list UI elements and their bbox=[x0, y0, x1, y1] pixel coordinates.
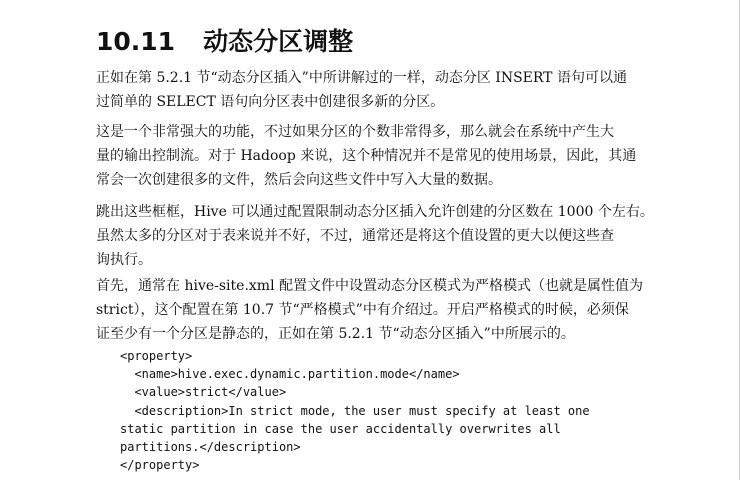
paragraph-line: 证至少有一个分区是静态的，正如在第 5.2.1 节“动态分区插入”中所展示的。 bbox=[96, 326, 575, 342]
code-line: <property> bbox=[120, 349, 193, 363]
paragraph-line: 正如在第 5.2.1 节“动态分区插入”中所讲解过的一样，动态分区 INSERT 语句可以通 bbox=[96, 70, 627, 86]
code-line: <value>strict</value> bbox=[120, 385, 287, 400]
paragraph-line: 跳出这些框框，Hive 可以通过配置限制动态分区插入允许创建的分区数在 1000 个左右。 bbox=[96, 204, 654, 220]
paragraph-line: 常会一次创建很多的文件，然后会向这些文件中写入大量的数据。 bbox=[96, 172, 502, 188]
section-title: 动态分区调整 bbox=[203, 27, 354, 56]
paragraph-1 bbox=[96, 66, 656, 114]
code-line: static partition in case the user accidentally overwrites all bbox=[120, 421, 561, 436]
paragraph-4 bbox=[96, 274, 656, 346]
section-number: 10.11 bbox=[96, 27, 176, 56]
code-line: </property> bbox=[120, 458, 200, 473]
code-block bbox=[120, 347, 590, 474]
paragraph-line: 过简单的 SELECT 语句向分区表中创建很多新的分区。 bbox=[96, 94, 445, 110]
code-line: <name>hive.exec.dynamic.partition.mode</name> bbox=[120, 367, 460, 382]
code-line: <description>In strict mode, the user must specify at least one bbox=[120, 403, 590, 418]
page-edge-divider bbox=[739, 0, 740, 480]
paragraph-line: 首先，通常在 hive-site.xml 配置文件中设置动态分区模式为严格模式（也就是属性值为 bbox=[96, 278, 643, 294]
paragraph-2 bbox=[96, 120, 656, 192]
section-heading bbox=[96, 22, 353, 58]
paragraph-line: 虽然太多的分区对于表来说并不好，不过，通常还是将这个值设置的更大以便这些查 bbox=[96, 228, 614, 244]
paragraph-3 bbox=[96, 200, 656, 272]
paragraph-line: 这是一个非常强大的功能，不过如果分区的个数非常得多，那么就会在系统中产生大 bbox=[96, 124, 614, 140]
paragraph-line: 询执行。 bbox=[96, 252, 152, 268]
code-line: partitions.</description> bbox=[120, 439, 301, 454]
paragraph-line: strict），这个配置在第 10.7 节“严格模式”中有介绍过。开启严格模式的时候，必须保 bbox=[96, 302, 629, 318]
paragraph-line: 量的输出控制流。对于 Hadoop 来说，这个种情况并不是常见的使用场景，因此，其通 bbox=[96, 148, 637, 164]
